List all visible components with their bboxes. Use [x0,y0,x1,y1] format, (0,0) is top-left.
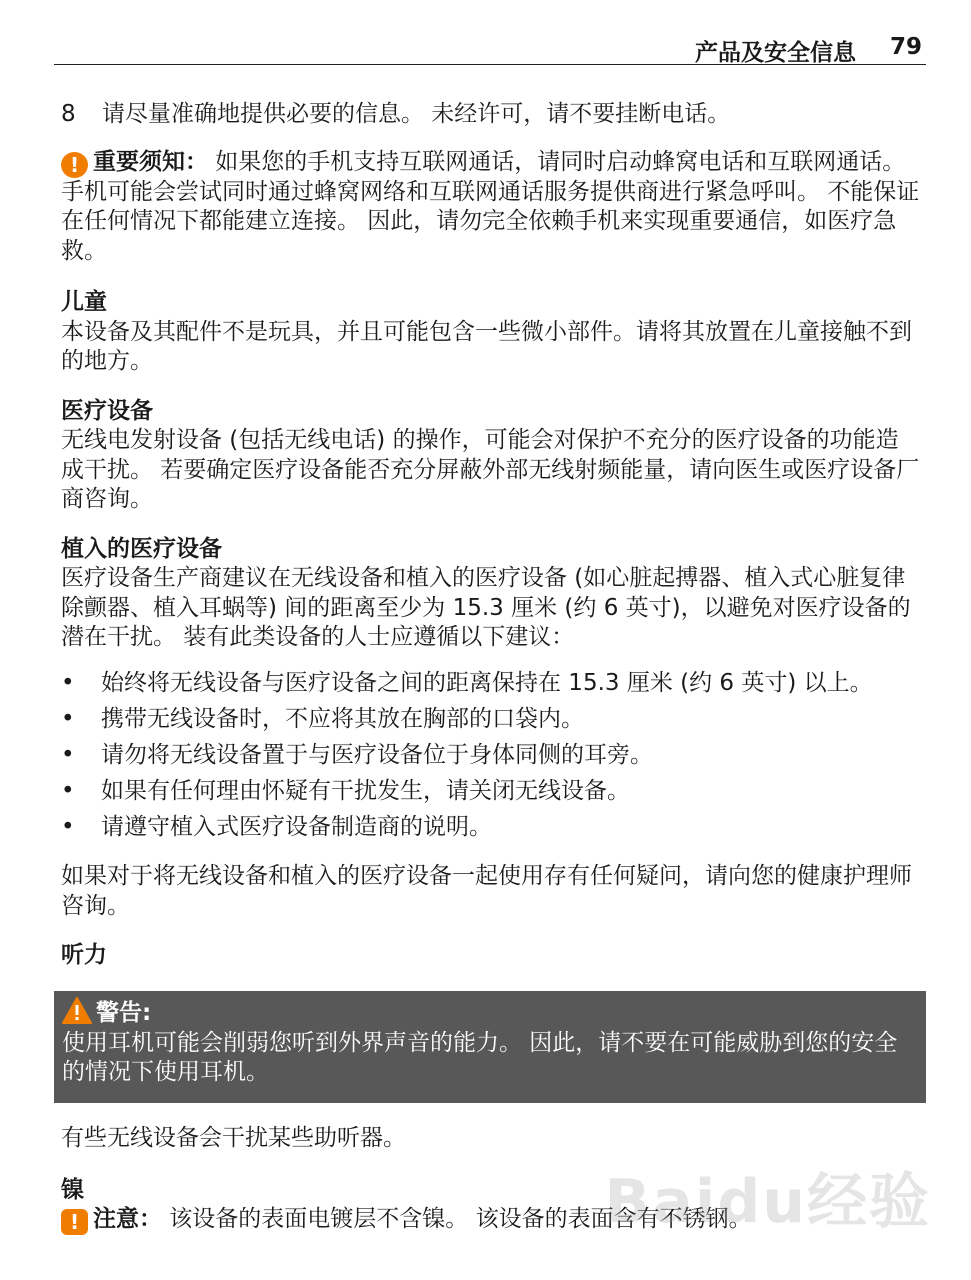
exclamation-icon: ! [61,1209,88,1235]
children-heading: 儿童 [61,289,107,315]
section-children [61,288,921,377]
list-item: • 始终将无线设备与医疗设备之间的距离保持在 15.3 厘米 (约 6 英寸) 以上。 [61,669,921,699]
step-number: 8 [61,101,76,127]
medical-heading: 医疗设备 [61,397,153,424]
warning-title [62,997,918,1029]
warning-text: 使用耳机可能会削弱您听到外界声音的能力。 因此，请不要在可能威胁到您的安全的情况下使用耳机。 [62,1029,898,1085]
list-item: • 请遵守植入式医疗设备制造商的说明。 [61,813,921,843]
step-text: 请尽量准确地提供必要的信息。 未经许可，请不要挂断电话。 [102,101,731,127]
header-title: 产品及安全信息 [695,40,856,66]
notice-text: 如果您的手机支持互联网通话，请同时启动蜂窝电话和互联网通话。 手机可能会尝试同时通过蜂窝网络和互联网通话服务提供商进行紧急呼叫。 不能保证在任何情况下都能建立连接。 因此，请勿完全依赖手机来实现重要通信，如医疗急救。 [61,148,920,264]
implanted-text: 医疗设备生产商建议在无线设备和植入的医疗设备 (如心脏起搏器、植入式心脏复律除颤器、植入耳蜗等) 间的距离至少为 15.3 厘米 (约 6 英寸)，以避免对医疗设备的潜在干扰。 装有此类设备的人士应遵循以下建议： [61,565,911,650]
medical-text: 无线电发射设备 (包括无线电话) 的操作，可能会对保护不充分的医疗设备的功能造成干扰。 若要确定医疗设备能否充分屏蔽外部无线射频能量，请向医生或医疗设备厂商咨询。 [61,427,920,512]
hearing-text: 有些无线设备会干扰某些助听器。 [61,1125,406,1151]
children-text: 本设备及其配件不是玩具，并且可能包含一些微小部件。请将其放置在儿童接触不到的地方。 [61,318,912,374]
implanted-heading: 植入的医疗设备 [61,535,222,562]
notice-label: 重要须知： [93,148,208,175]
page-content [61,100,921,971]
section-medical [61,397,921,515]
nickel-text: 该设备的表面电镀层不含镍。 该设备的表面含有不锈钢。 [162,1206,752,1232]
nickel-label: 注意： [93,1206,162,1232]
implanted-closing: 如果对于将无线设备和植入的医疗设备一起使用存有任何疑问，请向您的健康护理师咨询。 [61,863,912,919]
warning-triangle-icon [62,997,92,1024]
list-item: • 携带无线设备时，不应将其放在胸部的口袋内。 [61,705,921,735]
page-header [54,30,926,65]
watermark-logo: Baidu经验 [604,1167,931,1237]
nickel-heading: 镍 [61,1176,84,1203]
step-8 [61,100,921,130]
list-item: • 如果有任何理由怀疑有干扰发生，请关闭无线设备。 [61,777,921,807]
implanted-advice-list [61,669,921,843]
section-implanted [61,535,921,653]
hearing-heading: 听力 [61,942,107,968]
exclamation-icon: ! [61,152,88,178]
important-notice [61,148,921,267]
warning-box [54,991,926,1103]
warning-label: 警告: [96,1000,152,1026]
list-item: • 请勿将无线设备置于与医疗设备位于身体同侧的耳旁。 [61,741,921,771]
page-number: 79 [889,34,922,60]
